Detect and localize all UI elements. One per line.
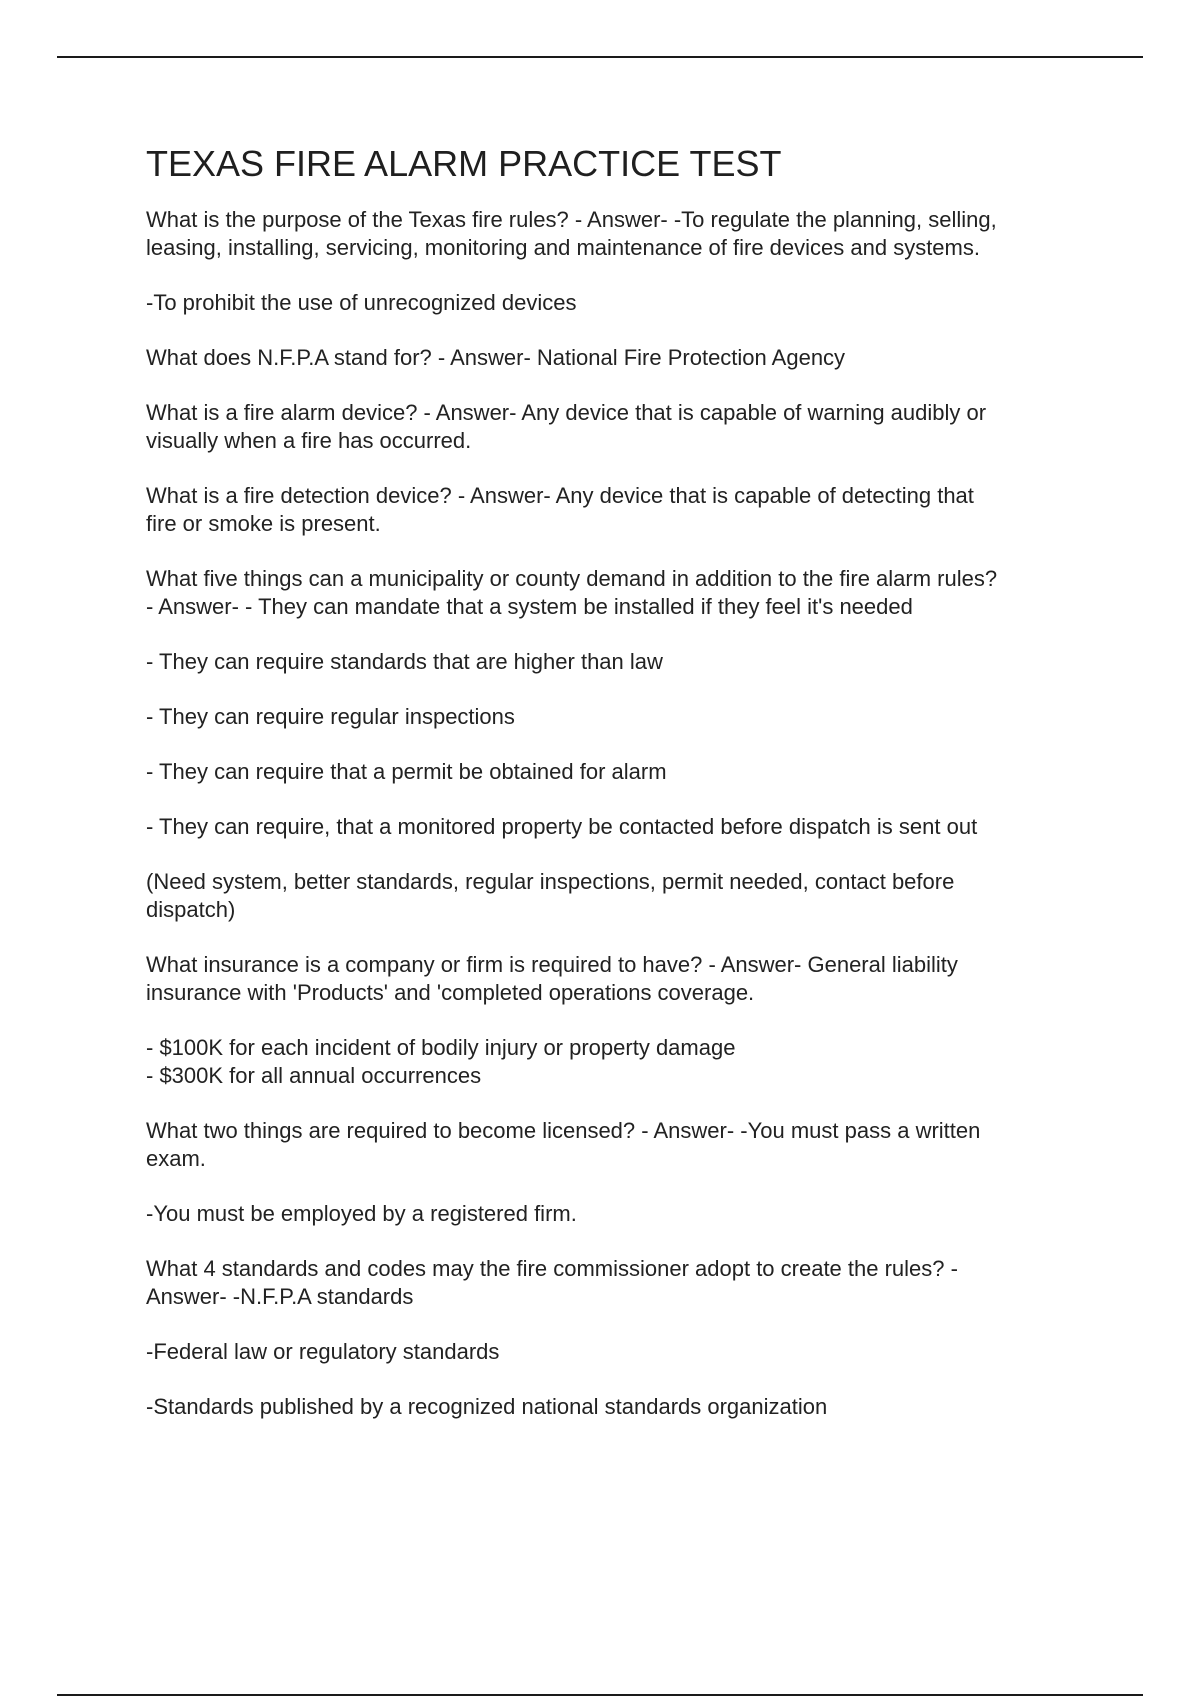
paragraph-insurance-amounts: - $100K for each incident of bodily injury or property damage - $300K for all annual occurrences: [146, 1035, 736, 1088]
paragraph-contact-before-dispatch: - They can require, that a monitored property be contacted before dispatch is sent out: [146, 814, 978, 839]
paragraph-summary: (Need system, better standards, regular inspections, permit needed, contact before dispatch): [146, 869, 955, 922]
paragraph-detection-device-question: What is a fire detection device? - Answer- Any device that is capable of detecting that fire or smoke is present.: [146, 483, 974, 536]
paragraph-insurance-question: What insurance is a company or firm is required to have? - Answer- General liability insurance with 'Products' and 'completed operations coverage.: [146, 952, 958, 1005]
paragraph-higher-standards: - They can require standards that are higher than law: [146, 649, 663, 674]
bottom-divider: [57, 1694, 1143, 1696]
paragraph-registered-firm: -You must be employed by a registered firm.: [146, 1201, 577, 1226]
paragraph-license-question: What two things are required to become licensed? - Answer- -You must pass a written exam.: [146, 1118, 981, 1171]
paragraph-purpose-question: What is the purpose of the Texas fire rules? - Answer- -To regulate the planning, selling, leasing, installing, servicing, monitoring and maintenance of fire devices and systems.: [146, 207, 997, 260]
top-divider: [57, 56, 1143, 58]
paragraph-alarm-device-question: What is a fire alarm device? - Answer- Any device that is capable of warning audibly or visually when a fire has occurred.: [146, 400, 987, 453]
document-title: TEXAS FIRE ALARM PRACTICE TEST: [146, 143, 782, 184]
paragraph-nfpa-question: What does N.F.P.A stand for? - Answer- National Fire Protection Agency: [146, 345, 846, 370]
paragraph-permit: - They can require that a permit be obtained for alarm: [146, 759, 667, 784]
paragraph-prohibit-devices: -To prohibit the use of unrecognized devices: [146, 290, 577, 315]
paragraph-regular-inspections: - They can require regular inspections: [146, 704, 515, 729]
paragraph-federal-law: -Federal law or regulatory standards: [146, 1339, 500, 1364]
paragraph-municipality-question: What five things can a municipality or county demand in addition to the fire alarm rules? - Answer- - They can mandate that a system be installed if they feel it's needed: [146, 566, 998, 619]
paragraph-national-standards: -Standards published by a recognized national standards organization: [146, 1394, 828, 1419]
paragraph-standards-question: What 4 standards and codes may the fire commissioner adopt to create the rules? - Answer- -N.F.P.A standards: [146, 1256, 958, 1309]
document-body: [146, 142, 1100, 1448]
